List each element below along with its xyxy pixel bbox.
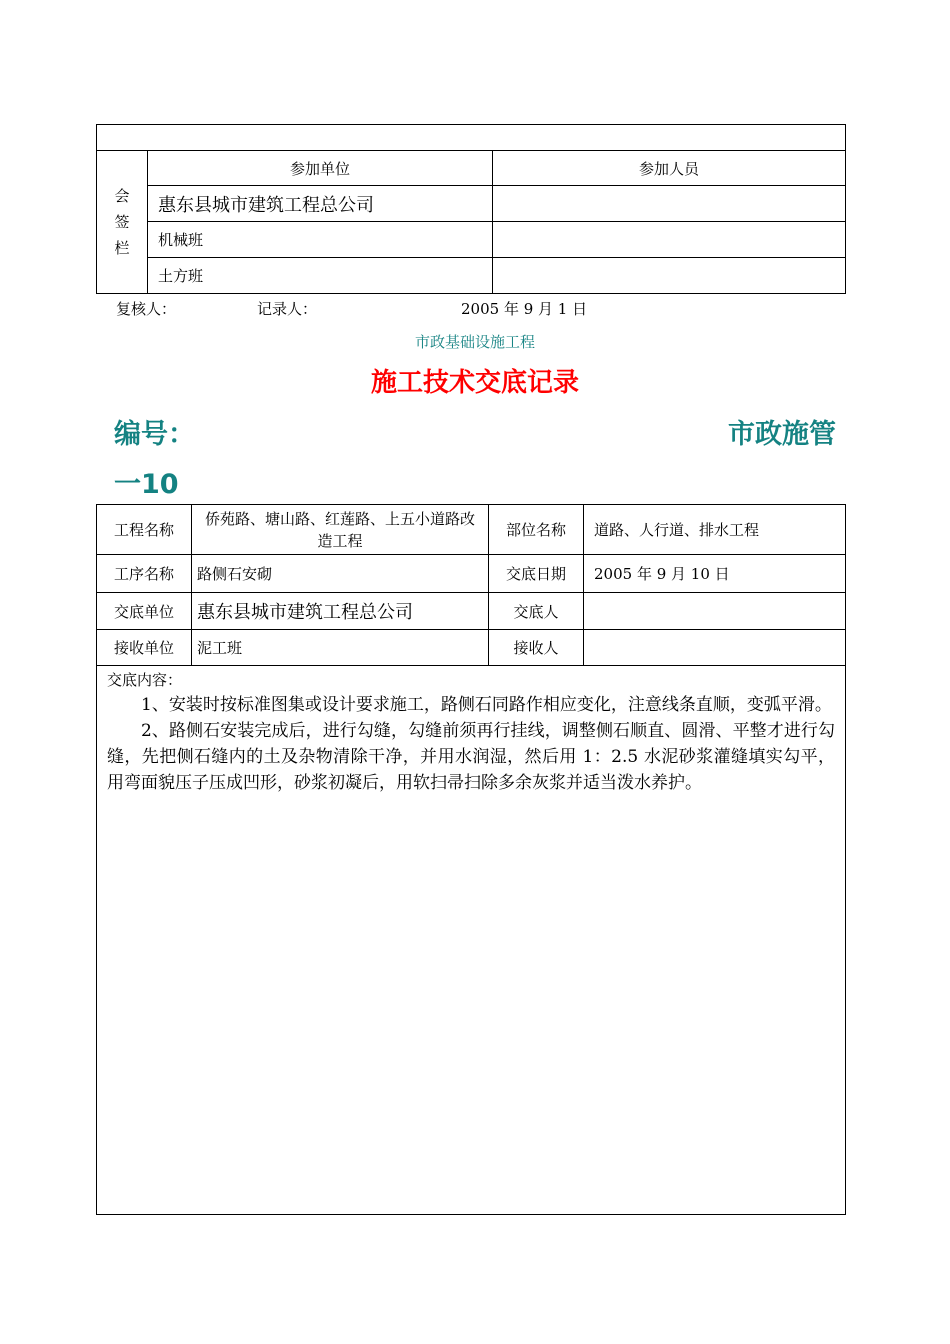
code-label: 编号： [114, 419, 195, 450]
project-name-label: 工程名称 [97, 505, 192, 555]
sign-person-cell[interactable] [493, 222, 846, 258]
sign-unit-cell: 惠东县城市建筑工程总公司 [148, 186, 493, 222]
sign-person-cell[interactable] [493, 258, 846, 294]
recorder-label: 记录人： [257, 300, 318, 318]
receiver-unit-label: 接收单位 [97, 630, 192, 666]
reviewer-label: 复核人： [116, 300, 177, 318]
issuer-unit-label: 交底单位 [97, 593, 192, 630]
sign-side-label-2: 签 [114, 213, 130, 231]
content-paragraph: 2、路侧石安装完成后，进行勾缝，勾缝前须再行挂线，调整侧石顺直、圆滑、平整才进行勾缝，先把侧石缝内的土及杂物清除干净，并用水润湿，然后用 1：2.5 水泥砂浆灌缝填实勾平，用弯面貌压子压成凹形，砂浆初凝后，用软扫帚扫除多余灰浆并适当泼水养护。 [107, 721, 835, 793]
part-name-label: 部位名称 [489, 505, 584, 555]
document-subtitle: 市政基础设施工程 [414, 333, 535, 351]
process-label: 工序名称 [97, 555, 192, 593]
content-paragraph: 1、安装时按标准图集或设计要求施工，路侧石同路作相应变化，注意线条直顺，变弧平滑。 [141, 695, 832, 715]
sign-side-label [97, 151, 148, 294]
issuer-label: 交底人 [489, 593, 584, 630]
document-title: 施工技术交底记录 [370, 368, 579, 398]
col-header-unit: 参加单位 [148, 151, 493, 186]
sign-off-table [96, 124, 846, 294]
sign-side-label-3: 栏 [114, 239, 130, 257]
process-value: 路侧石安砌 [192, 555, 489, 593]
col-header-person: 参加人员 [493, 151, 846, 186]
issuer-unit-value: 惠东县城市建筑工程总公司 [192, 593, 489, 630]
sign-unit-cell: 机械班 [148, 222, 493, 258]
sign-person-cell[interactable] [493, 186, 846, 222]
part-name-value: 道路、人行道、排水工程 [584, 505, 846, 555]
sign-unit-cell: 土方班 [148, 258, 493, 294]
date-value: 2005 年 9 月 10 日 [584, 555, 846, 593]
code-value: 市政施管 [728, 419, 836, 450]
receiver-label: 接收人 [489, 630, 584, 666]
content-heading: 交底内容： [107, 671, 183, 689]
receiver-unit-value: 泥工班 [192, 630, 489, 666]
code-suffix: 一10 [114, 469, 179, 500]
issuer-value[interactable] [584, 593, 846, 630]
sign-side-label-1: 会 [114, 187, 130, 205]
content-cell [97, 666, 846, 1215]
receiver-value[interactable] [584, 630, 846, 666]
project-name-value: 侨苑路、塘山路、红莲路、上五小道路改造工程 [192, 505, 489, 555]
date-label: 交底日期 [489, 555, 584, 593]
sign-date: 2005 年 9 月 1 日 [461, 300, 588, 318]
record-table [96, 504, 846, 1215]
sign-table-blank-row [97, 125, 846, 151]
